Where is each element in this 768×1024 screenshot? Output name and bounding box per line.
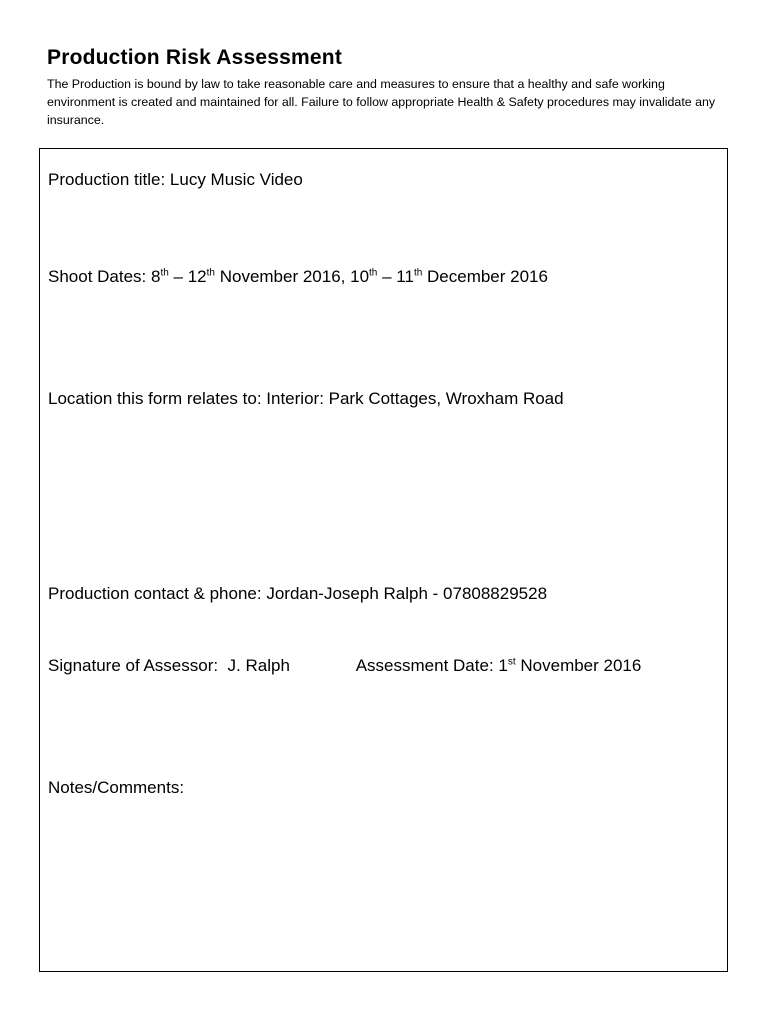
production-title-field: [48, 169, 303, 191]
location-label: Location this form relates to:: [48, 389, 262, 408]
production-title-label: Production title:: [48, 170, 166, 189]
shoot-dates-field: [48, 266, 548, 288]
production-title-value: Lucy Music Video: [169, 170, 303, 189]
notes-field: [48, 777, 184, 799]
assessment-date-value: 1st November 2016: [498, 656, 642, 675]
signature-value: J. Ralph: [227, 656, 290, 675]
contact-label: Production contact & phone:: [48, 584, 262, 603]
notes-label: Notes/Comments:: [48, 778, 185, 797]
location-value: Interior: Park Cottages, Wroxham Road: [266, 389, 564, 408]
intro-paragraph: The Production is bound by law to take reasonable care and measures to ensure that a healthy and safe working environment is created and maintained for all. Failure to follow appropriate Health & Safety procedures may invalidate any insurance.: [47, 77, 716, 127]
location-field: [48, 388, 564, 410]
signature-label: Signature of Assessor:: [48, 656, 219, 675]
assessment-date-label: Assessment Date:: [355, 656, 494, 675]
shoot-dates-label: Shoot Dates:: [48, 267, 147, 286]
assessment-form-box: [39, 148, 728, 972]
contact-value: Jordan-Joseph Ralph - 07808829528: [266, 584, 548, 603]
signature-row: [48, 655, 641, 677]
shoot-dates-value: 8th – 12th November 2016, 10th – 11th December 2016: [151, 267, 548, 286]
page-title: Production Risk Assessment: [47, 46, 343, 69]
contact-field: [48, 583, 547, 605]
